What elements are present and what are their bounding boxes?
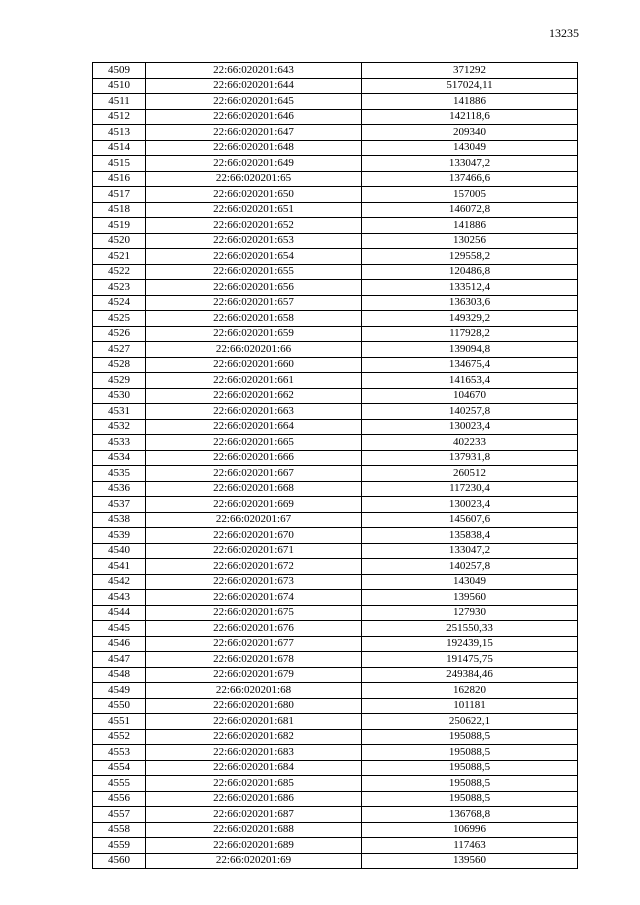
table-row: [93, 373, 578, 389]
cadastral-value-cell: 127930: [362, 605, 578, 621]
row-number-cell: 4523: [93, 280, 146, 296]
row-number-cell: 4556: [93, 791, 146, 807]
cadastral-value-cell: 130023,4: [362, 419, 578, 435]
cadastral-number-cell: 22:66:020201:687: [146, 807, 362, 823]
table-row: [93, 233, 578, 249]
cadastral-number-cell: 22:66:020201:646: [146, 109, 362, 125]
cadastral-value-table: [92, 62, 578, 869]
row-number-cell: 4521: [93, 249, 146, 265]
row-number-cell: 4522: [93, 264, 146, 280]
cadastral-value-cell: 249384,46: [362, 667, 578, 683]
row-number-cell: 4537: [93, 497, 146, 513]
row-number-cell: 4545: [93, 621, 146, 637]
table-row: [93, 838, 578, 854]
cadastral-number-cell: 22:66:020201:671: [146, 543, 362, 559]
row-number-cell: 4551: [93, 714, 146, 730]
table-row: [93, 652, 578, 668]
cadastral-value-cell: 117928,2: [362, 326, 578, 342]
cadastral-value-cell: 136768,8: [362, 807, 578, 823]
row-number-cell: 4534: [93, 450, 146, 466]
cadastral-number-cell: 22:66:020201:660: [146, 357, 362, 373]
row-number-cell: 4510: [93, 78, 146, 94]
cadastral-number-cell: 22:66:020201:663: [146, 404, 362, 420]
cadastral-value-cell: 133047,2: [362, 156, 578, 172]
cadastral-number-cell: 22:66:020201:681: [146, 714, 362, 730]
row-number-cell: 4524: [93, 295, 146, 311]
row-number-cell: 4513: [93, 125, 146, 141]
cadastral-value-cell: 251550,33: [362, 621, 578, 637]
cadastral-value-cell: 135838,4: [362, 528, 578, 544]
table-row: [93, 605, 578, 621]
cadastral-value-cell: 130023,4: [362, 497, 578, 513]
cadastral-number-cell: 22:66:020201:643: [146, 63, 362, 79]
row-number-cell: 4553: [93, 745, 146, 761]
cadastral-number-cell: 22:66:020201:689: [146, 838, 362, 854]
table-row: [93, 636, 578, 652]
row-number-cell: 4548: [93, 667, 146, 683]
cadastral-number-cell: 22:66:020201:679: [146, 667, 362, 683]
cadastral-number-cell: 22:66:020201:658: [146, 311, 362, 327]
cadastral-value-cell: 140257,8: [362, 404, 578, 420]
cadastral-value-cell: 141886: [362, 218, 578, 234]
table-body: [93, 63, 578, 869]
cadastral-value-cell: 139560: [362, 590, 578, 606]
row-number-cell: 4518: [93, 202, 146, 218]
table-row: [93, 419, 578, 435]
cadastral-value-cell: 195088,5: [362, 791, 578, 807]
table-row: [93, 156, 578, 172]
cadastral-value-cell: 141886: [362, 94, 578, 110]
row-number-cell: 4511: [93, 94, 146, 110]
cadastral-number-cell: 22:66:020201:685: [146, 776, 362, 792]
row-number-cell: 4554: [93, 760, 146, 776]
row-number-cell: 4544: [93, 605, 146, 621]
row-number-cell: 4542: [93, 574, 146, 590]
table-row: [93, 481, 578, 497]
row-number-cell: 4519: [93, 218, 146, 234]
cadastral-value-cell: 192439,15: [362, 636, 578, 652]
cadastral-number-cell: 22:66:020201:644: [146, 78, 362, 94]
table-row: [93, 249, 578, 265]
row-number-cell: 4509: [93, 63, 146, 79]
row-number-cell: 4541: [93, 559, 146, 575]
table-row: [93, 357, 578, 373]
row-number-cell: 4549: [93, 683, 146, 699]
cadastral-number-cell: 22:66:020201:68: [146, 683, 362, 699]
cadastral-number-cell: 22:66:020201:655: [146, 264, 362, 280]
row-number-cell: 4515: [93, 156, 146, 172]
cadastral-number-cell: 22:66:020201:648: [146, 140, 362, 156]
cadastral-value-cell: 195088,5: [362, 760, 578, 776]
cadastral-number-cell: 22:66:020201:654: [146, 249, 362, 265]
row-number-cell: 4514: [93, 140, 146, 156]
table-row: [93, 590, 578, 606]
table-row: [93, 450, 578, 466]
cadastral-number-cell: 22:66:020201:645: [146, 94, 362, 110]
cadastral-number-cell: 22:66:020201:682: [146, 729, 362, 745]
table-row: [93, 745, 578, 761]
table-row: [93, 187, 578, 203]
table-row: [93, 125, 578, 141]
cadastral-number-cell: 22:66:020201:680: [146, 698, 362, 714]
table-row: [93, 543, 578, 559]
row-number-cell: 4526: [93, 326, 146, 342]
cadastral-value-cell: 133512,4: [362, 280, 578, 296]
cadastral-number-cell: 22:66:020201:673: [146, 574, 362, 590]
cadastral-number-cell: 22:66:020201:669: [146, 497, 362, 513]
cadastral-value-cell: 120486,8: [362, 264, 578, 280]
cadastral-value-cell: 517024,11: [362, 78, 578, 94]
row-number-cell: 4539: [93, 528, 146, 544]
row-number-cell: 4520: [93, 233, 146, 249]
table-row: [93, 264, 578, 280]
cadastral-number-cell: 22:66:020201:683: [146, 745, 362, 761]
cadastral-number-cell: 22:66:020201:672: [146, 559, 362, 575]
cadastral-value-cell: 106996: [362, 822, 578, 838]
cadastral-number-cell: 22:66:020201:665: [146, 435, 362, 451]
row-number-cell: 4546: [93, 636, 146, 652]
cadastral-value-cell: 130256: [362, 233, 578, 249]
table-row: [93, 466, 578, 482]
table-row: [93, 822, 578, 838]
cadastral-value-cell: 162820: [362, 683, 578, 699]
cadastral-value-cell: 157005: [362, 187, 578, 203]
cadastral-number-cell: 22:66:020201:666: [146, 450, 362, 466]
table-row: [93, 683, 578, 699]
cadastral-number-cell: 22:66:020201:647: [146, 125, 362, 141]
cadastral-number-cell: 22:66:020201:650: [146, 187, 362, 203]
row-number-cell: 4531: [93, 404, 146, 420]
row-number-cell: 4540: [93, 543, 146, 559]
table-row: [93, 807, 578, 823]
cadastral-value-cell: 402233: [362, 435, 578, 451]
cadastral-number-cell: 22:66:020201:686: [146, 791, 362, 807]
row-number-cell: 4528: [93, 357, 146, 373]
table-row: [93, 574, 578, 590]
cadastral-value-cell: 129558,2: [362, 249, 578, 265]
row-number-cell: 4517: [93, 187, 146, 203]
row-number-cell: 4547: [93, 652, 146, 668]
cadastral-value-cell: 195088,5: [362, 776, 578, 792]
cadastral-number-cell: 22:66:020201:659: [146, 326, 362, 342]
cadastral-value-cell: 209340: [362, 125, 578, 141]
cadastral-number-cell: 22:66:020201:649: [146, 156, 362, 172]
cadastral-number-cell: 22:66:020201:684: [146, 760, 362, 776]
cadastral-number-cell: 22:66:020201:651: [146, 202, 362, 218]
table-row: [93, 295, 578, 311]
table-row: [93, 342, 578, 358]
cadastral-number-cell: 22:66:020201:688: [146, 822, 362, 838]
cadastral-value-cell: 145607,6: [362, 512, 578, 528]
page-number: 13235: [549, 26, 579, 40]
cadastral-number-cell: 22:66:020201:678: [146, 652, 362, 668]
row-number-cell: 4530: [93, 388, 146, 404]
table-row: [93, 621, 578, 637]
row-number-cell: 4558: [93, 822, 146, 838]
cadastral-value-cell: 146072,8: [362, 202, 578, 218]
table-row: [93, 714, 578, 730]
cadastral-value-cell: 117230,4: [362, 481, 578, 497]
row-number-cell: 4538: [93, 512, 146, 528]
cadastral-value-cell: 140257,8: [362, 559, 578, 575]
row-number-cell: 4525: [93, 311, 146, 327]
table-row: [93, 698, 578, 714]
table-row: [93, 559, 578, 575]
cadastral-value-cell: 250622,1: [362, 714, 578, 730]
row-number-cell: 4543: [93, 590, 146, 606]
row-number-cell: 4535: [93, 466, 146, 482]
cadastral-value-cell: 143049: [362, 574, 578, 590]
table-row: [93, 667, 578, 683]
table-row: [93, 853, 578, 869]
table-row: [93, 326, 578, 342]
cadastral-value-cell: 139094,8: [362, 342, 578, 358]
cadastral-number-cell: 22:66:020201:657: [146, 295, 362, 311]
cadastral-value-cell: 139560: [362, 853, 578, 869]
table-row: [93, 171, 578, 187]
cadastral-number-cell: 22:66:020201:67: [146, 512, 362, 528]
table-row: [93, 760, 578, 776]
row-number-cell: 4533: [93, 435, 146, 451]
cadastral-number-cell: 22:66:020201:676: [146, 621, 362, 637]
row-number-cell: 4560: [93, 853, 146, 869]
row-number-cell: 4536: [93, 481, 146, 497]
cadastral-value-cell: 117463: [362, 838, 578, 854]
table-row: [93, 311, 578, 327]
table-row: [93, 109, 578, 125]
row-number-cell: 4557: [93, 807, 146, 823]
table-row: [93, 512, 578, 528]
cadastral-number-cell: 22:66:020201:65: [146, 171, 362, 187]
cadastral-value-cell: 141653,4: [362, 373, 578, 389]
table-row: [93, 78, 578, 94]
cadastral-number-cell: 22:66:020201:662: [146, 388, 362, 404]
cadastral-value-cell: 142118,6: [362, 109, 578, 125]
table-row: [93, 388, 578, 404]
row-number-cell: 4529: [93, 373, 146, 389]
row-number-cell: 4527: [93, 342, 146, 358]
table-row: [93, 729, 578, 745]
cadastral-number-cell: 22:66:020201:661: [146, 373, 362, 389]
cadastral-value-cell: 137466,6: [362, 171, 578, 187]
cadastral-number-cell: 22:66:020201:677: [146, 636, 362, 652]
cadastral-value-cell: 149329,2: [362, 311, 578, 327]
cadastral-number-cell: 22:66:020201:664: [146, 419, 362, 435]
row-number-cell: 4555: [93, 776, 146, 792]
cadastral-number-cell: 22:66:020201:670: [146, 528, 362, 544]
table-row: [93, 63, 578, 79]
cadastral-value-cell: 137931,8: [362, 450, 578, 466]
cadastral-value-cell: 104670: [362, 388, 578, 404]
table-row: [93, 280, 578, 296]
cadastral-value-cell: 136303,6: [362, 295, 578, 311]
row-number-cell: 4559: [93, 838, 146, 854]
cadastral-number-cell: 22:66:020201:652: [146, 218, 362, 234]
row-number-cell: 4532: [93, 419, 146, 435]
table-row: [93, 140, 578, 156]
table-row: [93, 776, 578, 792]
cadastral-value-cell: 133047,2: [362, 543, 578, 559]
cadastral-number-cell: 22:66:020201:66: [146, 342, 362, 358]
cadastral-number-cell: 22:66:020201:653: [146, 233, 362, 249]
cadastral-number-cell: 22:66:020201:667: [146, 466, 362, 482]
cadastral-number-cell: 22:66:020201:674: [146, 590, 362, 606]
table-row: [93, 94, 578, 110]
cadastral-value-cell: 260512: [362, 466, 578, 482]
row-number-cell: 4512: [93, 109, 146, 125]
cadastral-number-cell: 22:66:020201:69: [146, 853, 362, 869]
table-row: [93, 404, 578, 420]
cadastral-number-cell: 22:66:020201:668: [146, 481, 362, 497]
table-row: [93, 435, 578, 451]
row-number-cell: 4552: [93, 729, 146, 745]
cadastral-value-cell: 191475,75: [362, 652, 578, 668]
cadastral-value-cell: 134675,4: [362, 357, 578, 373]
table-row: [93, 218, 578, 234]
cadastral-value-cell: 195088,5: [362, 729, 578, 745]
table-row: [93, 791, 578, 807]
cadastral-number-cell: 22:66:020201:675: [146, 605, 362, 621]
table-row: [93, 202, 578, 218]
cadastral-value-cell: 143049: [362, 140, 578, 156]
cadastral-value-cell: 101181: [362, 698, 578, 714]
cadastral-number-cell: 22:66:020201:656: [146, 280, 362, 296]
cadastral-value-cell: 195088,5: [362, 745, 578, 761]
table-row: [93, 497, 578, 513]
row-number-cell: 4550: [93, 698, 146, 714]
table-row: [93, 528, 578, 544]
row-number-cell: 4516: [93, 171, 146, 187]
cadastral-value-cell: 371292: [362, 63, 578, 79]
